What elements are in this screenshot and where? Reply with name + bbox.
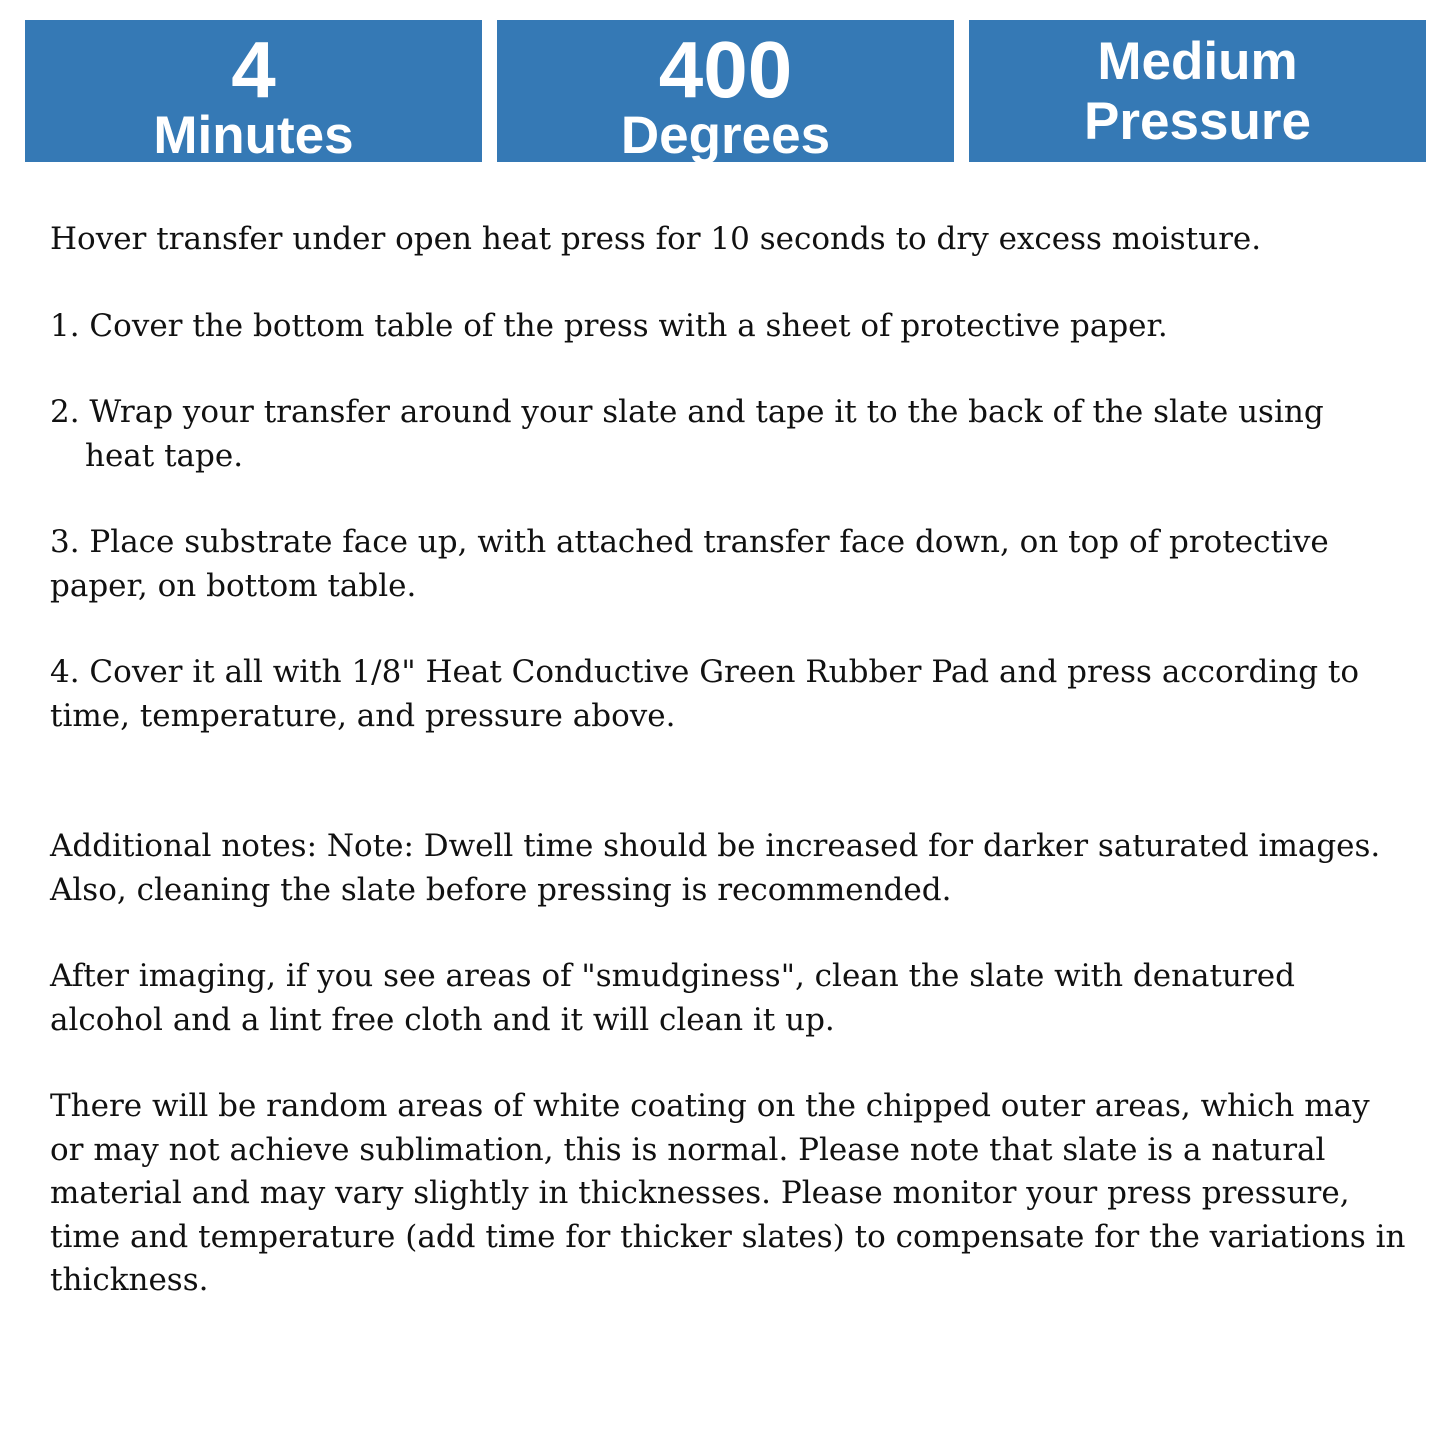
- pressure-line1: Medium: [1097, 32, 1298, 91]
- smudge-note: After imaging, if you see areas of "smudginess", clean the slate with denatured alcohol and a lint free cloth and it will clean it up.: [50, 958, 1295, 1038]
- temperature-value: 400: [658, 25, 793, 114]
- step-4: 4. Cover it all with 1/8" Heat Conductive Green Rubber Pad and press according to time, temperature, and pressure above.: [50, 654, 1360, 734]
- coating-note: There will be random areas of white coating on the chipped outer areas, which may or may not achieve sublimation, this is normal. Please note that slate is a natural material and may vary slightly in thicknesses. Please monitor your press pressure, time and temperature (add time for thicker slates) to compensate for the variations in thickness.: [50, 1088, 1406, 1298]
- intro-text: Hover transfer under open heat press for 10 seconds to dry excess moisture.: [50, 221, 1262, 257]
- time-value: 4: [231, 25, 276, 114]
- temperature-box: [497, 20, 954, 165]
- temperature-unit: Degrees: [620, 106, 831, 165]
- step-3: 3. Place substrate face up, with attached transfer face down, on top of protective paper, on bottom table.: [50, 524, 1329, 604]
- pressure-box: [969, 20, 1426, 162]
- time-box: [25, 20, 482, 165]
- instructions-content: [50, 218, 1410, 1303]
- additional-notes: Additional notes: Note: Dwell time should be increased for darker saturated images. Also, cleaning the slate before pressing is recommended.: [50, 828, 1381, 908]
- settings-header: [25, 20, 1425, 165]
- time-unit: Minutes: [153, 106, 354, 165]
- step-1: 1. Cover the bottom table of the press with a sheet of protective paper.: [50, 307, 1168, 344]
- step-2-line-2: heat tape.: [85, 437, 244, 474]
- step-2-line-1: 2. Wrap your transfer around your slate and tape it to the back of the slate using: [50, 394, 1324, 430]
- pressure-line2: Pressure: [1084, 92, 1311, 151]
